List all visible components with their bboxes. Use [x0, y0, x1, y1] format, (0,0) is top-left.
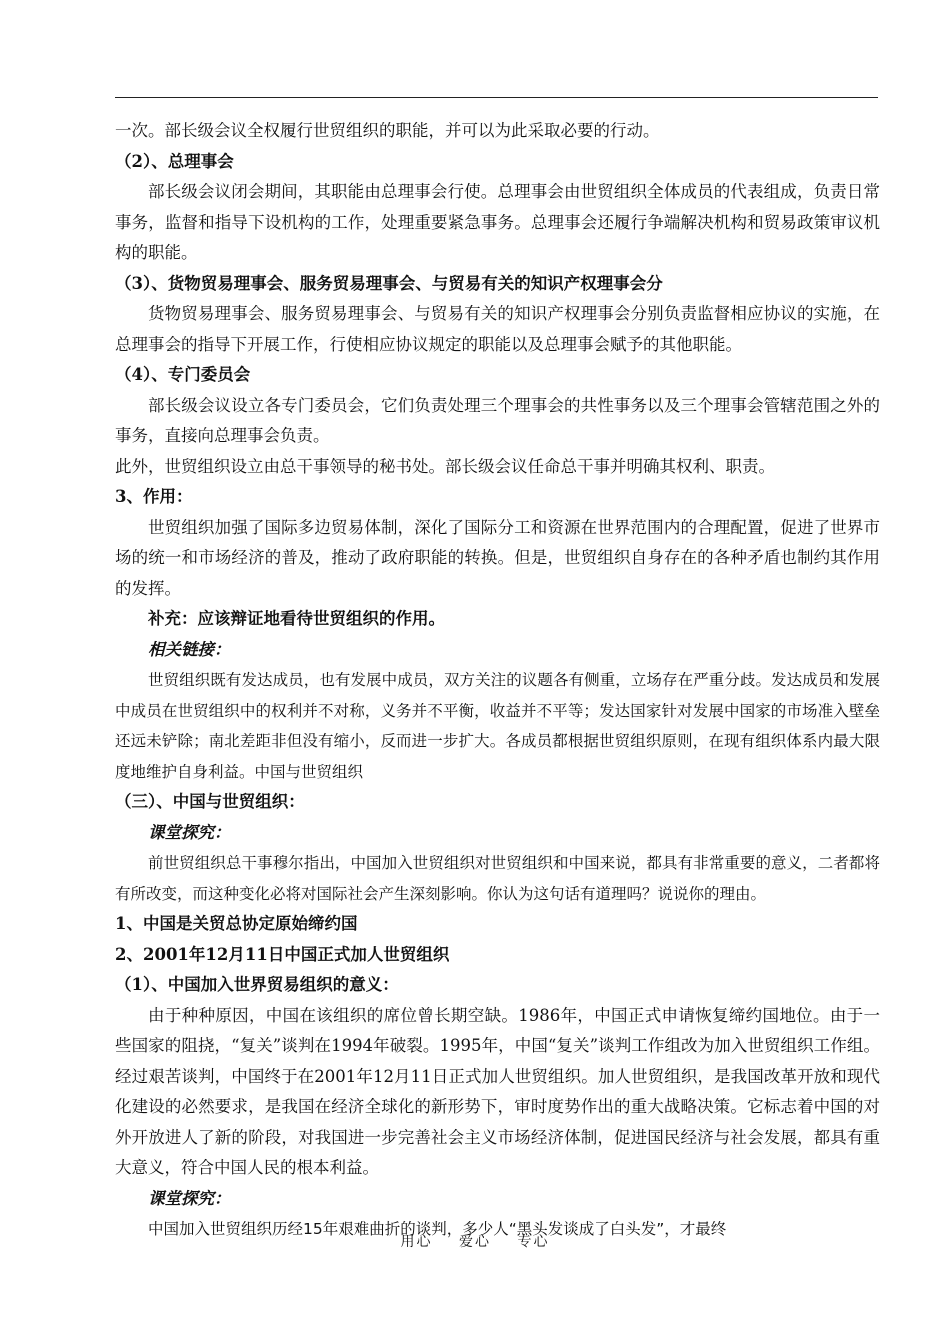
document-body: [115, 116, 880, 1245]
paragraph: 部长级会议设立各专门委员会，它们负责处理三个理事会的共性事务以及三个理事会管辖范围之外的事务，直接向总理事会负责。: [115, 395, 880, 445]
paragraph: 中国加入世贸组织历经15年艰难曲折的谈判，多少人“黑头发谈成了白头发”，才最终: [148, 1220, 727, 1238]
section-heading: 3、作用：: [115, 487, 193, 506]
paragraph: 前世贸组织总干事穆尔指出，中国加入世贸组织对世贸组织和中国来说，都具有非常重要的意义，二者都将有所改变，而这种变化必将对国际社会产生深刻影响。你认为这句话有道理吗？说说你的理由。: [115, 854, 880, 903]
section-heading: （2）、总理事会: [115, 151, 234, 171]
paragraph: 部长级会议闭会期间，其职能由总理事会行使。总理事会由世贸组织全体成员的代表组成，负责日常事务，监督和指导下设机构的工作，处理重要紧急事务。总理事会还履行争端解决机构和贸易政策审议机构的职能。: [115, 182, 880, 262]
paragraph: 世贸组织加强了国际多边贸易体制，深化了国际分工和资源在世界范围内的合理配置，促进了世界市场的统一和市场经济的普及，推动了政府职能的转换。但是，世贸组织自身存在的各种矛盾也制约其作用的发挥。: [115, 517, 880, 598]
footer-word: 爱心: [459, 1234, 491, 1250]
footer-word: 用心: [400, 1234, 433, 1250]
class-inquiry-label: 课堂探究：: [148, 822, 231, 842]
class-inquiry-label: 课堂探究：: [148, 1188, 231, 1208]
supplement-note: 补充：应该辩证地看待世贸组织的作用。: [148, 609, 445, 628]
footer-word: 专心: [517, 1234, 550, 1250]
section-heading: （4）、专门委员会: [115, 365, 251, 384]
section-heading: 2、2001年12月11日中国正式加人世贸组织: [115, 944, 450, 964]
section-heading: （3）、货物贸易理事会、服务贸易理事会、与贸易有关的知识产权理事会分: [115, 273, 663, 293]
paragraph: 由于种种原因，中国在该组织的席位曾长期空缺。1986年，中国正式申请恢复缔约国地位。由于一些国家的阻挠，“复关”谈判在1994年破裂。1995年，中国“复关”谈判工作组改为加入世贸组织工作组。经过艰苦谈判，中国终于在2001年12月11日正式加人世贸组织。加人世贸组织，是我国改革开放和现代化建设的必然要求，是我国在经济全球化的新形势下，审时度势作出的重大战略决策。它标志着中国的对外开放进人了新的阶段，对我国进一步完善社会主义市场经济体制，促进国民经济与社会发展，都具有重大意义，符合中国人民的根本利益。: [115, 1005, 880, 1177]
page-footer: [0, 1231, 950, 1251]
section-heading: （三）、中国与世贸组织：: [115, 792, 305, 811]
header-rule: [115, 97, 878, 98]
related-links-label: 相关链接：: [148, 639, 231, 659]
paragraph: 一次。部长级会议全权履行世贸组织的职能，并可以为此采取必要的行动。: [115, 121, 660, 140]
paragraph: 货物贸易理事会、服务贸易理事会、与贸易有关的知识产权理事会分别负责监督相应协议的实施，在总理事会的指导下开展工作，行使相应协议规定的职能以及总理事会赋予的其他职能。: [115, 304, 880, 354]
paragraph: 此外，世贸组织设立由总干事领导的秘书处。部长级会议任命总干事并明确其权利、职责。: [115, 456, 775, 476]
section-heading: （1）、中国加入世界贸易组织的意义：: [115, 975, 399, 994]
section-heading: 1、中国是关贸总协定原始缔约国: [115, 914, 358, 933]
paragraph: 世贸组织既有发达成员，也有发展中成员，双方关注的议题各有侧重，立场存在严重分歧。发达成员和发展中成员在世贸组织中的权利并不对称，义务并不平衡，收益并不平等；发达国家针对发展中国家的市场准入壁垒还远未铲除；南北差距非但没有缩小，反而进一步扩大。各成员都根据世贸组织原则，在现有组织体系内最大限度地维护自身利益。中国与世贸组织: [115, 671, 880, 781]
